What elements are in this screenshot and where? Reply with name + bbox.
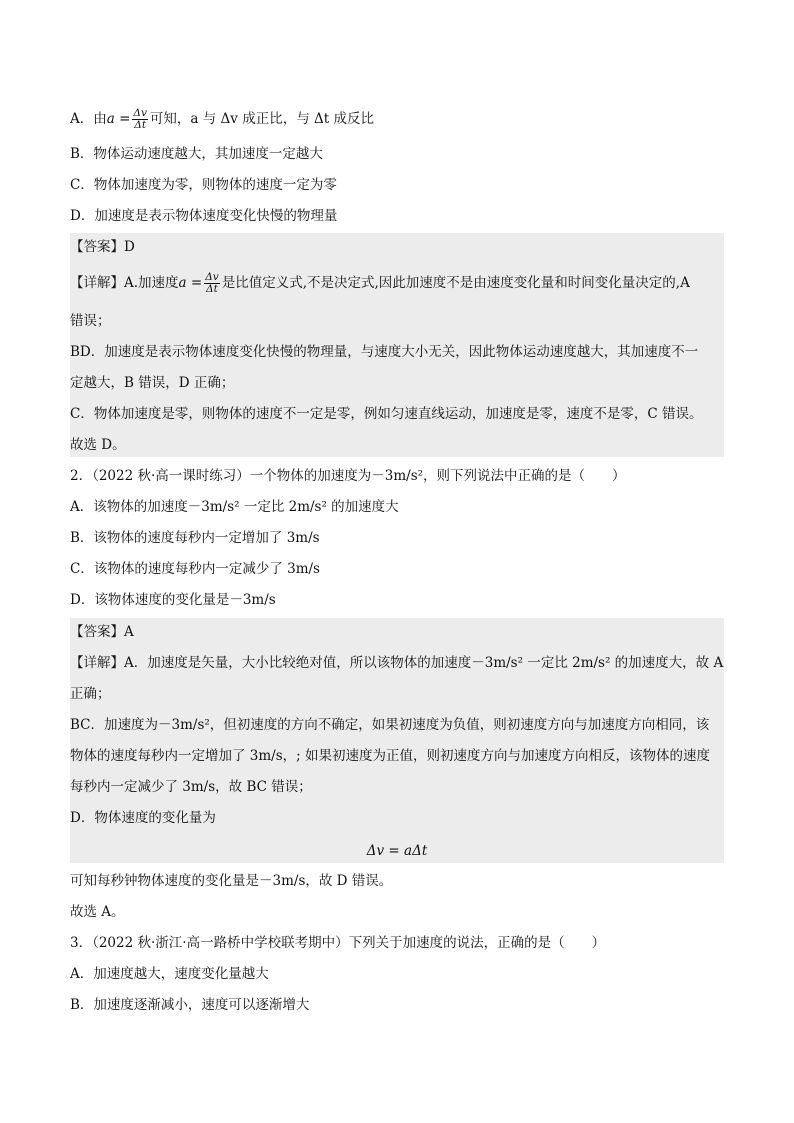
q1-option-a-fraction: $\frac{\Delta v}{\Delta t}$ [133,107,147,132]
q1-detail-prefix: 【详解】A.加速度 [70,275,179,292]
q2-stem: 2．（2022 秋·高一课时练习）一个物体的加速度为－3m/s²，则下列说法中正确的是（ ） [70,468,626,484]
q1-detail-suffix: 是比值定义式,不是决定式,因此加速度不是由速度变化量和时间变化量决定的,A [221,275,690,292]
q2-option-b: B．该物体的速度每秒内一定增加了 3m/s [70,530,320,546]
q1-detail-fraction: $\frac{\Delta v}{\Delta t}$ [205,271,219,296]
q2-answer: 【答案】A [70,624,134,640]
q3-stem: 3．（2022 秋·浙江·高一路桥中学校联考期中）下列关于加速度的说法，正确的是（ ） [70,935,606,951]
q1-detail-lhs: a = [178,275,203,292]
q2-detail-line1: 【详解】A．加速度是矢量，大小比较绝对值，所以该物体的加速度－3m/s² 一定比 2m/s² 的加速度大，故 A [70,655,724,671]
q3-option-b: B．加速度逐渐减小，速度可以逐渐增大 [70,997,310,1013]
q2-option-c: C．该物体的速度每秒内一定减少了 3m/s [70,561,320,577]
q1-option-c: C．物体加速度为零，则物体的速度一定为零 [70,177,337,193]
q2-detail-line4: 物体的速度每秒内一定增加了 3m/s，; 如果初速度为正值，则初速度方向与加速度方向相反，该物体的速度 [70,748,710,764]
q2-detail-line3: BC．加速度为－3m/s²，但初速度的方向不确定，如果初速度为负值，则初速度方向与加速度方向相同，该 [70,717,710,733]
q1-option-a [70,108,724,131]
q2-detail-line5: 每秒内一定减少了 3m/s，故 BC 错误； [70,779,312,795]
q2-option-d: D．该物体速度的变化量是－3m/s [70,592,276,608]
q1-detail-line4: 定越大，B 错误，D 正确； [70,375,235,391]
q1-detail-line3: BD．加速度是表示物体速度变化快慢的物理量，与速度大小无关，因此物体运动速度越大，其加速度不一 [70,344,699,360]
q1-detail-line1 [70,272,724,295]
q1-detail-line6: 故选 D。 [70,437,126,453]
q2-detail-line7: 可知每秒钟物体速度的变化量是－3m/s，故 D 错误。 [70,873,393,889]
q2-formula: Δv = aΔt [366,843,428,859]
q2-detail-line8: 故选 A。 [70,904,125,920]
q1-detail-line5: C．物体加速度是零，则物体的速度不一定是零，例如匀速直线运动，加速度是零，速度不是零，C 错误。 [70,406,703,422]
q3-option-a: A．加速度越大，速度变化量越大 [70,966,269,982]
q1-option-a-prefix: A．由 [70,111,107,128]
q1-option-a-lhs: a = [106,111,131,128]
q1-option-b: B．物体运动速度越大，其加速度一定越大 [70,146,323,162]
q1-option-d: D．加速度是表示物体速度变化快慢的物理量 [70,208,338,224]
q2-option-a: A．该物体的加速度－3m/s² 一定比 2m/s² 的加速度大 [70,499,399,515]
q1-option-a-suffix: 可知，a 与 Δv 成正比，与 Δt 成反比 [149,111,374,128]
q1-answer: 【答案】D [70,239,135,255]
q2-detail-line6: D．物体速度的变化量为 [70,810,216,826]
q2-detail-line2: 正确； [70,686,111,702]
q1-detail-line2: 错误； [70,313,111,329]
